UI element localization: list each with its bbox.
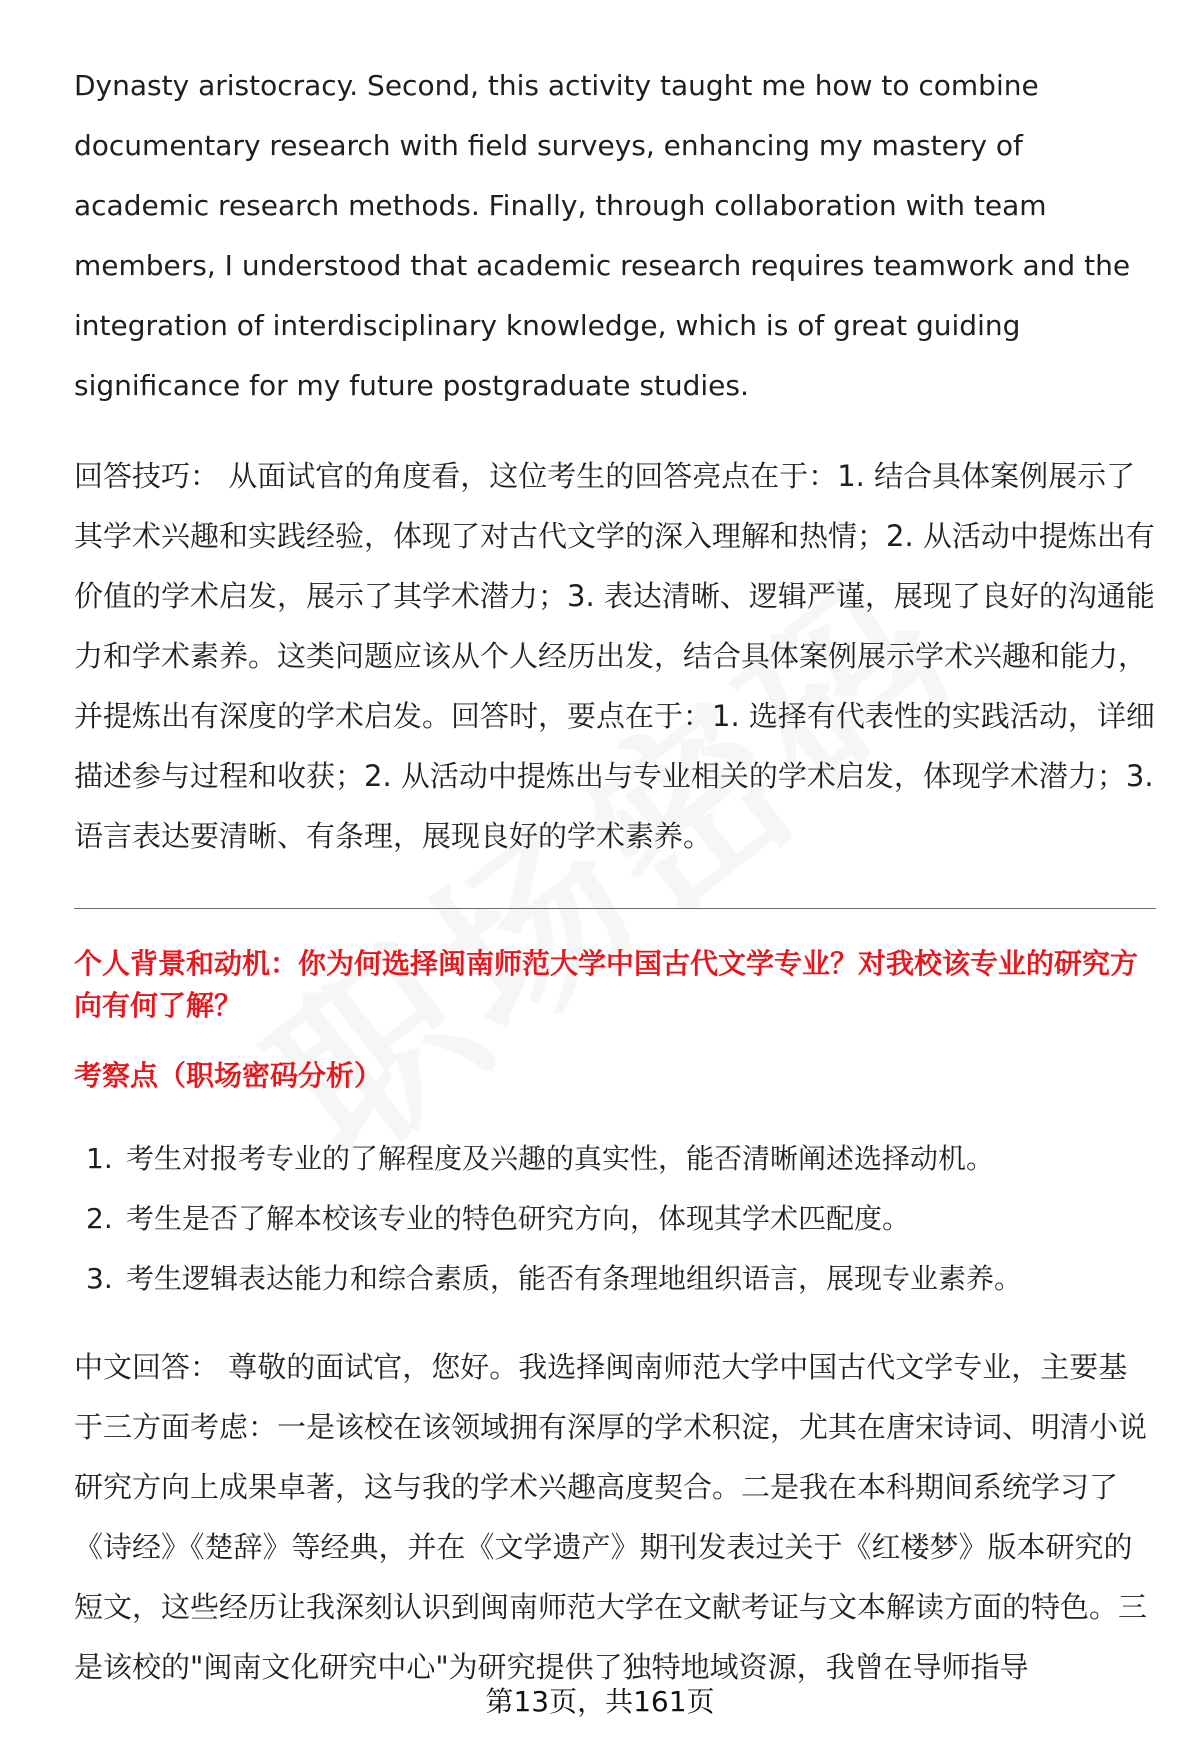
list-item	[86, 1129, 1156, 1189]
list-item-text: 考生逻辑表达能力和综合素质，能否有条理地组织语言，展现专业素养。	[126, 1262, 1023, 1295]
section-title: 考察点（职场密码分析）	[74, 1059, 383, 1092]
answer-tips-paragraph: 回答技巧： 从面试官的角度看，这位考生的回答亮点在于：1. 结合具体案例展示了其学术兴趣和实践经验，体现了对古代文学的深入理解和热情；2. 从活动中提炼出有价值的学术启发，展示了其学术潜力；3. 表达清晰、逻辑严谨，展现了良好的沟通能力和学术素养。这类问题应该从个人经历出发，结合具体案例展示学术兴趣和能力，并提炼出有深度的学术启发。回答时，要点在于：1. 选择有代表性的实践活动，详细描述参与过程和收获；2. 从活动中提炼出与专业相关的学术启发，体现学术潜力；3. 语言表达要清晰、有条理，展现良好的学术素养。	[74, 459, 1155, 853]
list-item-text: 考生是否了解本校该专业的特色研究方向，体现其学术匹配度。	[126, 1202, 911, 1235]
document-body	[74, 56, 1156, 1697]
list-item-number: 1.	[86, 1142, 113, 1175]
question-title: 个人背景和动机：你为何选择闽南师范大学中国古代文学专业？对我校该专业的研究方向有何了解？	[74, 947, 1139, 1022]
page-footer: 第13页，共161页	[485, 1685, 715, 1718]
list-item-number: 2.	[86, 1202, 113, 1235]
chinese-answer-paragraph: 中文回答： 尊敬的面试官，您好。我选择闽南师范大学中国古代文学专业，主要基于三方面考虑：一是该校在该领域拥有深厚的学术积淀，尤其在唐宋诗词、明清小说研究方向上成果卓著，这与我的学术兴趣高度契合。二是我在本科期间系统学习了《诗经》《楚辞》等经典，并在《文学遗产》期刊发表过关于《红楼梦》版本研究的短文，这些经历让我深刻认识到闽南师范大学在文献考证与文本解读方面的特色。三是该校的"闽南文化研究中心"为研究提供了独特地域资源，我曾在导师指导	[74, 1350, 1148, 1684]
list-item	[86, 1249, 1156, 1309]
answer-paragraph-english: Dynasty aristocracy. Second, this activity taught me how to combine documentary research with field surveys, enhancing my mastery of academic research methods. Finally, through collaboration with team members, I understood that academic research requires teamwork and the integration of interdisciplinary knowledge, which is of great guiding significance for my future postgraduate studies.	[74, 69, 1131, 402]
assessment-points-list	[74, 1129, 1156, 1309]
list-item-text: 考生对报考专业的了解程度及兴趣的真实性，能否清晰阐述选择动机。	[126, 1142, 995, 1175]
list-item	[86, 1189, 1156, 1249]
list-item-number: 3.	[86, 1262, 113, 1295]
section-divider	[74, 908, 1156, 909]
